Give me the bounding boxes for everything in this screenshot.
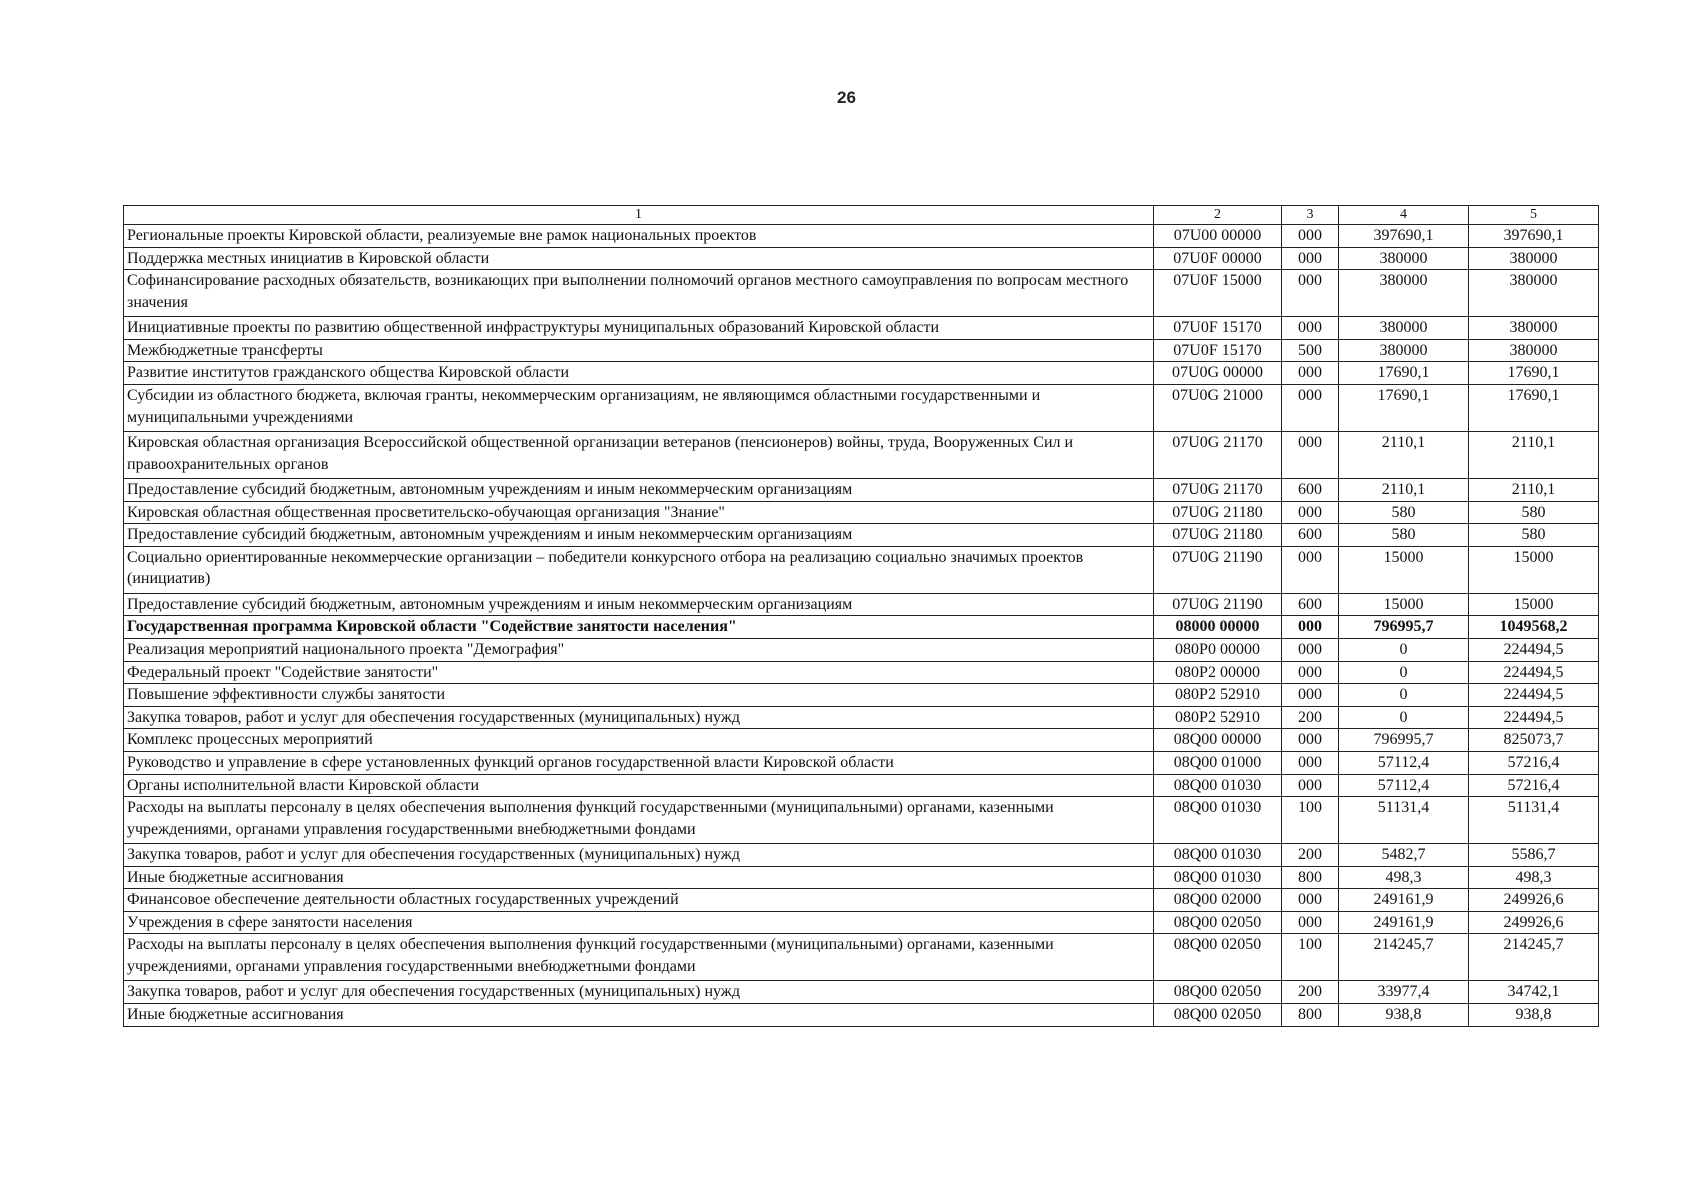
row-name-cell: Закупка товаров, работ и услуг для обеспечения государственных (муниципальных) нужд — [124, 844, 1154, 867]
row-name-cell: Поддержка местных инициатив в Кировской области — [124, 247, 1154, 270]
row-amount-2-cell: 380000 — [1469, 317, 1599, 340]
row-code-cell: 08Q00 01000 — [1154, 751, 1282, 774]
table-row — [124, 729, 1599, 752]
row-code-cell: 07U0G 21170 — [1154, 478, 1282, 501]
row-amount-2-cell: 498,3 — [1469, 866, 1599, 889]
row-amount-1-cell: 498,3 — [1339, 866, 1469, 889]
row-expense-type-cell: 000 — [1282, 729, 1339, 752]
table-row — [124, 706, 1599, 729]
row-amount-1-cell: 380000 — [1339, 247, 1469, 270]
column-header-expense-type: 3 — [1282, 206, 1339, 225]
row-amount-2-cell: 938,8 — [1469, 1004, 1599, 1027]
row-expense-type-cell: 000 — [1282, 384, 1339, 431]
row-name-cell: Предоставление субсидий бюджетным, автономным учреждениям и иным некоммерческим организациям — [124, 593, 1154, 616]
row-expense-type-cell: 000 — [1282, 911, 1339, 934]
row-expense-type-cell: 000 — [1282, 751, 1339, 774]
row-name-cell: Инициативные проекты по развитию общественной инфраструктуры муниципальных образований Кировской области — [124, 317, 1154, 340]
row-expense-type-cell: 600 — [1282, 593, 1339, 616]
column-header-row — [124, 206, 1599, 225]
row-name-cell: Закупка товаров, работ и услуг для обеспечения государственных (муниципальных) нужд — [124, 706, 1154, 729]
row-amount-2-cell: 380000 — [1469, 247, 1599, 270]
row-amount-2-cell: 15000 — [1469, 546, 1599, 593]
row-amount-2-cell: 17690,1 — [1469, 384, 1599, 431]
row-code-cell: 07U0G 21000 — [1154, 384, 1282, 431]
table-row — [124, 317, 1599, 340]
row-amount-1-cell: 0 — [1339, 706, 1469, 729]
row-code-cell: 07U0G 21190 — [1154, 546, 1282, 593]
row-amount-1-cell: 580 — [1339, 524, 1469, 547]
row-code-cell: 08Q00 01030 — [1154, 844, 1282, 867]
row-amount-1-cell: 51131,4 — [1339, 797, 1469, 844]
table-row — [124, 384, 1599, 431]
row-amount-1-cell: 15000 — [1339, 593, 1469, 616]
row-code-cell: 07U0F 00000 — [1154, 247, 1282, 270]
row-name-cell: Федеральный проект "Содействие занятости" — [124, 661, 1154, 684]
row-amount-2-cell: 580 — [1469, 524, 1599, 547]
row-amount-1-cell: 0 — [1339, 661, 1469, 684]
table-row — [124, 524, 1599, 547]
row-expense-type-cell: 000 — [1282, 270, 1339, 317]
row-name-cell: Развитие институтов гражданского общества Кировской области — [124, 362, 1154, 385]
row-code-cell: 08Q00 02050 — [1154, 934, 1282, 981]
row-name-cell: Кировская областная общественная просветительско-обучающая организация "Знание" — [124, 501, 1154, 524]
row-amount-2-cell: 580 — [1469, 501, 1599, 524]
table-row — [124, 1004, 1599, 1027]
row-expense-type-cell: 200 — [1282, 844, 1339, 867]
row-name-cell: Учреждения в сфере занятости населения — [124, 911, 1154, 934]
row-expense-type-cell: 800 — [1282, 1004, 1339, 1027]
table-row — [124, 684, 1599, 707]
row-name-cell: Софинансирование расходных обязательств, возникающих при выполнении полномочий органов местного самоуправления по вопросам местного значения — [124, 270, 1154, 317]
row-expense-type-cell: 100 — [1282, 934, 1339, 981]
row-amount-1-cell: 57112,4 — [1339, 751, 1469, 774]
table-row — [124, 638, 1599, 661]
row-name-cell: Государственная программа Кировской области "Содействие занятости населения" — [124, 616, 1154, 639]
row-code-cell: 08Q00 00000 — [1154, 729, 1282, 752]
row-amount-1-cell: 796995,7 — [1339, 729, 1469, 752]
row-expense-type-cell: 000 — [1282, 661, 1339, 684]
row-code-cell: 07U0G 21180 — [1154, 501, 1282, 524]
row-code-cell: 07U00 00000 — [1154, 225, 1282, 248]
column-header-amount-1: 4 — [1339, 206, 1469, 225]
table-row — [124, 774, 1599, 797]
row-amount-1-cell: 938,8 — [1339, 1004, 1469, 1027]
row-code-cell: 07U0G 21180 — [1154, 524, 1282, 547]
row-amount-1-cell: 15000 — [1339, 546, 1469, 593]
row-amount-2-cell: 1049568,2 — [1469, 616, 1599, 639]
row-code-cell: 080P2 52910 — [1154, 706, 1282, 729]
row-name-cell: Закупка товаров, работ и услуг для обеспечения государственных (муниципальных) нужд — [124, 981, 1154, 1004]
table-row — [124, 431, 1599, 478]
row-expense-type-cell: 000 — [1282, 225, 1339, 248]
row-amount-1-cell: 249161,9 — [1339, 911, 1469, 934]
row-code-cell: 07U0G 00000 — [1154, 362, 1282, 385]
row-code-cell: 08Q00 02050 — [1154, 981, 1282, 1004]
row-expense-type-cell: 100 — [1282, 797, 1339, 844]
row-amount-2-cell: 397690,1 — [1469, 225, 1599, 248]
table-row — [124, 797, 1599, 844]
column-header-amount-2: 5 — [1469, 206, 1599, 225]
row-amount-2-cell: 380000 — [1469, 270, 1599, 317]
row-name-cell: Органы исполнительной власти Кировской области — [124, 774, 1154, 797]
table-row — [124, 981, 1599, 1004]
row-expense-type-cell: 600 — [1282, 478, 1339, 501]
row-name-cell: Иные бюджетные ассигнования — [124, 1004, 1154, 1027]
row-code-cell: 080P2 52910 — [1154, 684, 1282, 707]
table-row — [124, 339, 1599, 362]
row-expense-type-cell: 600 — [1282, 524, 1339, 547]
row-expense-type-cell: 000 — [1282, 431, 1339, 478]
row-expense-type-cell: 000 — [1282, 684, 1339, 707]
row-amount-1-cell: 17690,1 — [1339, 384, 1469, 431]
row-amount-1-cell: 0 — [1339, 684, 1469, 707]
row-amount-1-cell: 57112,4 — [1339, 774, 1469, 797]
row-amount-2-cell: 224494,5 — [1469, 684, 1599, 707]
row-code-cell: 08Q00 02050 — [1154, 911, 1282, 934]
row-amount-1-cell: 397690,1 — [1339, 225, 1469, 248]
row-amount-2-cell: 214245,7 — [1469, 934, 1599, 981]
row-name-cell: Кировская областная организация Всероссийской общественной организации ветеранов (пенсионеров) войны, труда, Вооруженных Сил и правоохранительных органов — [124, 431, 1154, 478]
row-code-cell: 08Q00 01030 — [1154, 866, 1282, 889]
row-expense-type-cell: 800 — [1282, 866, 1339, 889]
table-row — [124, 616, 1599, 639]
row-name-cell: Субсидии из областного бюджета, включая гранты, некоммерческим организациям, не являющимся областными государственными и муниципальными учреждениями — [124, 384, 1154, 431]
row-code-cell: 080P2 00000 — [1154, 661, 1282, 684]
row-name-cell: Реализация мероприятий национального проекта "Демография" — [124, 638, 1154, 661]
row-code-cell: 08Q00 02000 — [1154, 889, 1282, 912]
row-name-cell: Региональные проекты Кировской области, реализуемые вне рамок национальных проектов — [124, 225, 1154, 248]
row-name-cell: Комплекс процессных мероприятий — [124, 729, 1154, 752]
row-code-cell: 07U0F 15170 — [1154, 317, 1282, 340]
table-row — [124, 501, 1599, 524]
column-header-name: 1 — [124, 206, 1154, 225]
table-row — [124, 546, 1599, 593]
table-row — [124, 593, 1599, 616]
row-amount-2-cell: 224494,5 — [1469, 706, 1599, 729]
row-code-cell: 07U0F 15170 — [1154, 339, 1282, 362]
row-code-cell: 080P0 00000 — [1154, 638, 1282, 661]
table-row — [124, 247, 1599, 270]
row-amount-2-cell: 51131,4 — [1469, 797, 1599, 844]
row-amount-1-cell: 33977,4 — [1339, 981, 1469, 1004]
row-amount-2-cell: 2110,1 — [1469, 431, 1599, 478]
row-amount-1-cell: 249161,9 — [1339, 889, 1469, 912]
table-row — [124, 225, 1599, 248]
row-expense-type-cell: 000 — [1282, 638, 1339, 661]
row-amount-1-cell: 796995,7 — [1339, 616, 1469, 639]
row-amount-2-cell: 380000 — [1469, 339, 1599, 362]
row-expense-type-cell: 000 — [1282, 362, 1339, 385]
row-code-cell: 07U0G 21190 — [1154, 593, 1282, 616]
page-number: 26 — [837, 88, 856, 107]
row-amount-2-cell: 249926,6 — [1469, 889, 1599, 912]
row-expense-type-cell: 500 — [1282, 339, 1339, 362]
row-code-cell: 08Q00 01030 — [1154, 774, 1282, 797]
row-name-cell: Финансовое обеспечение деятельности областных государственных учреждений — [124, 889, 1154, 912]
row-amount-2-cell: 249926,6 — [1469, 911, 1599, 934]
row-amount-1-cell: 17690,1 — [1339, 362, 1469, 385]
row-amount-2-cell: 825073,7 — [1469, 729, 1599, 752]
row-expense-type-cell: 000 — [1282, 774, 1339, 797]
table-row — [124, 866, 1599, 889]
row-name-cell: Повышение эффективности службы занятости — [124, 684, 1154, 707]
row-amount-1-cell: 214245,7 — [1339, 934, 1469, 981]
row-code-cell: 07U0F 15000 — [1154, 270, 1282, 317]
table-row — [124, 661, 1599, 684]
table-row — [124, 751, 1599, 774]
row-amount-1-cell: 0 — [1339, 638, 1469, 661]
row-expense-type-cell: 000 — [1282, 616, 1339, 639]
row-name-cell: Руководство и управление в сфере установленных функций органов государственной власти Кировской области — [124, 751, 1154, 774]
table-row — [124, 911, 1599, 934]
row-amount-2-cell: 34742,1 — [1469, 981, 1599, 1004]
row-expense-type-cell: 200 — [1282, 981, 1339, 1004]
row-name-cell: Расходы на выплаты персоналу в целях обеспечения выполнения функций государственными (муниципальными) органами, казенными учреждениями, органами управления государственными внебюджетными фондами — [124, 797, 1154, 844]
row-code-cell: 07U0G 21170 — [1154, 431, 1282, 478]
row-amount-1-cell: 380000 — [1339, 339, 1469, 362]
table-row — [124, 362, 1599, 385]
row-expense-type-cell: 200 — [1282, 706, 1339, 729]
row-amount-1-cell: 580 — [1339, 501, 1469, 524]
row-amount-1-cell: 2110,1 — [1339, 431, 1469, 478]
row-name-cell: Иные бюджетные ассигнования — [124, 866, 1154, 889]
table-row — [124, 844, 1599, 867]
row-amount-1-cell: 2110,1 — [1339, 478, 1469, 501]
row-amount-2-cell: 17690,1 — [1469, 362, 1599, 385]
table-row — [124, 934, 1599, 981]
row-amount-1-cell: 380000 — [1339, 317, 1469, 340]
budget-table — [123, 205, 1599, 1027]
row-expense-type-cell: 000 — [1282, 501, 1339, 524]
row-name-cell: Межбюджетные трансферты — [124, 339, 1154, 362]
row-amount-2-cell: 224494,5 — [1469, 638, 1599, 661]
row-amount-2-cell: 5586,7 — [1469, 844, 1599, 867]
row-amount-2-cell: 15000 — [1469, 593, 1599, 616]
row-name-cell: Предоставление субсидий бюджетным, автономным учреждениям и иным некоммерческим организациям — [124, 524, 1154, 547]
row-amount-2-cell: 224494,5 — [1469, 661, 1599, 684]
column-header-code: 2 — [1154, 206, 1282, 225]
row-amount-2-cell: 57216,4 — [1469, 774, 1599, 797]
table-row — [124, 889, 1599, 912]
row-amount-2-cell: 2110,1 — [1469, 478, 1599, 501]
row-expense-type-cell: 000 — [1282, 546, 1339, 593]
row-amount-1-cell: 380000 — [1339, 270, 1469, 317]
row-expense-type-cell: 000 — [1282, 317, 1339, 340]
row-expense-type-cell: 000 — [1282, 247, 1339, 270]
table-row — [124, 478, 1599, 501]
table-row — [124, 270, 1599, 317]
row-expense-type-cell: 000 — [1282, 889, 1339, 912]
row-code-cell: 08Q00 02050 — [1154, 1004, 1282, 1027]
row-name-cell: Предоставление субсидий бюджетным, автономным учреждениям и иным некоммерческим организациям — [124, 478, 1154, 501]
row-amount-2-cell: 57216,4 — [1469, 751, 1599, 774]
row-code-cell: 08Q00 01030 — [1154, 797, 1282, 844]
row-name-cell: Социально ориентированные некоммерческие организации – победители конкурсного отбора на реализацию социально значимых проектов (инициатив) — [124, 546, 1154, 593]
row-name-cell: Расходы на выплаты персоналу в целях обеспечения выполнения функций государственными (муниципальными) органами, казенными учреждениями, органами управления государственными внебюджетными фондами — [124, 934, 1154, 981]
row-code-cell: 08000 00000 — [1154, 616, 1282, 639]
row-amount-1-cell: 5482,7 — [1339, 844, 1469, 867]
